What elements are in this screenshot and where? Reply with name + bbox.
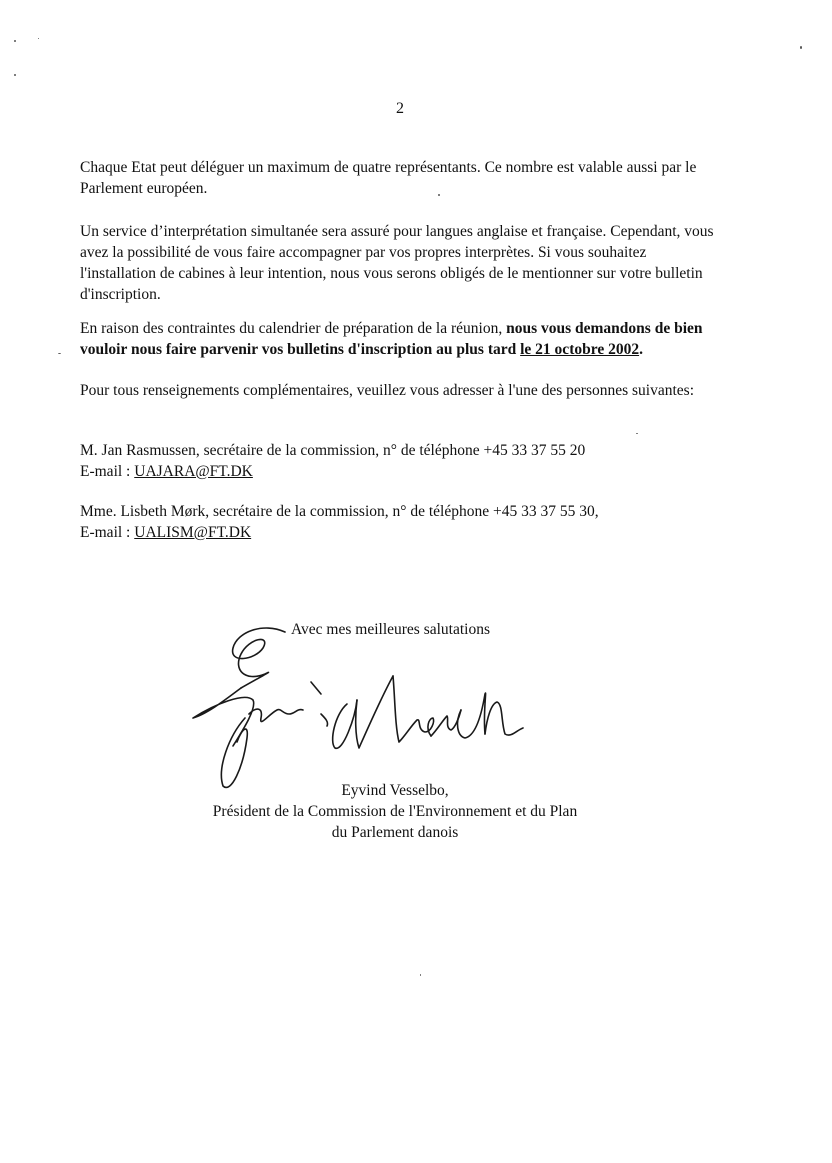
deadline-period: . xyxy=(639,341,643,358)
deadline-date: le 21 octobre 2002 xyxy=(520,341,640,358)
scan-speck xyxy=(38,38,39,39)
deadline-paragraph xyxy=(80,318,720,360)
scan-speck xyxy=(636,433,638,434)
delegation-paragraph: Chaque Etat peut déléguer un maximum de quatre représentants. Ce nombre est valable aussi par le Parlement européen. xyxy=(80,159,697,197)
closing-salutation: Avec mes meilleures salutations xyxy=(291,621,491,638)
email-label: E-mail : xyxy=(80,463,131,480)
contact-email-line xyxy=(80,461,720,482)
scan-speck xyxy=(420,974,421,976)
email-link-rasmussen[interactable]: UAJARA@FT.DK xyxy=(134,463,253,480)
signatory-institution: du Parlement danois xyxy=(331,824,459,841)
signatory-block xyxy=(180,780,610,843)
scan-speck xyxy=(58,353,61,354)
email-link-mork[interactable]: UALISM@FT.DK xyxy=(134,524,252,541)
deadline-request: nous vous demandons de bien vouloir nous faire parvenir vos bulletins d'inscription au plus tard xyxy=(80,320,703,358)
interpretation-paragraph: Un service d’interprétation simultanée sera assuré pour langues anglaise et française. Cependant, vous avez la possibilité de vous faire accompagner par vos propres interprètes. Si vous souhaitez l'installation de cabines à leur intention, nous vous serons obligés de le mentionner sur votre bulletin d'inscription. xyxy=(80,223,714,303)
contact-email-line xyxy=(80,522,720,543)
contact-line: M. Jan Rasmussen, secrétaire de la commission, n° de téléphone +45 33 37 55 20 xyxy=(80,442,586,459)
scan-speck xyxy=(14,74,16,76)
scan-speck xyxy=(14,40,16,42)
signatory-name: Eyvind Vesselbo, xyxy=(341,782,449,799)
scan-speck xyxy=(800,46,802,49)
email-label: E-mail : xyxy=(80,524,131,541)
signatory-title: Président de la Commission de l'Environnement et du Plan xyxy=(212,803,578,820)
page-number: 2 xyxy=(396,100,404,117)
contact-line: Mme. Lisbeth Mørk, secrétaire de la commission, n° de téléphone +45 33 37 55 30, xyxy=(80,503,599,520)
contact-block-mork xyxy=(80,501,720,543)
info-paragraph: Pour tous renseignements complémentaires, veuillez vous adresser à l'une des personnes suivantes: xyxy=(80,382,695,399)
contact-block-rasmussen xyxy=(80,440,720,482)
deadline-intro: En raison des contraintes du calendrier de préparation de la réunion, xyxy=(80,320,503,337)
handwritten-signature xyxy=(185,618,530,798)
